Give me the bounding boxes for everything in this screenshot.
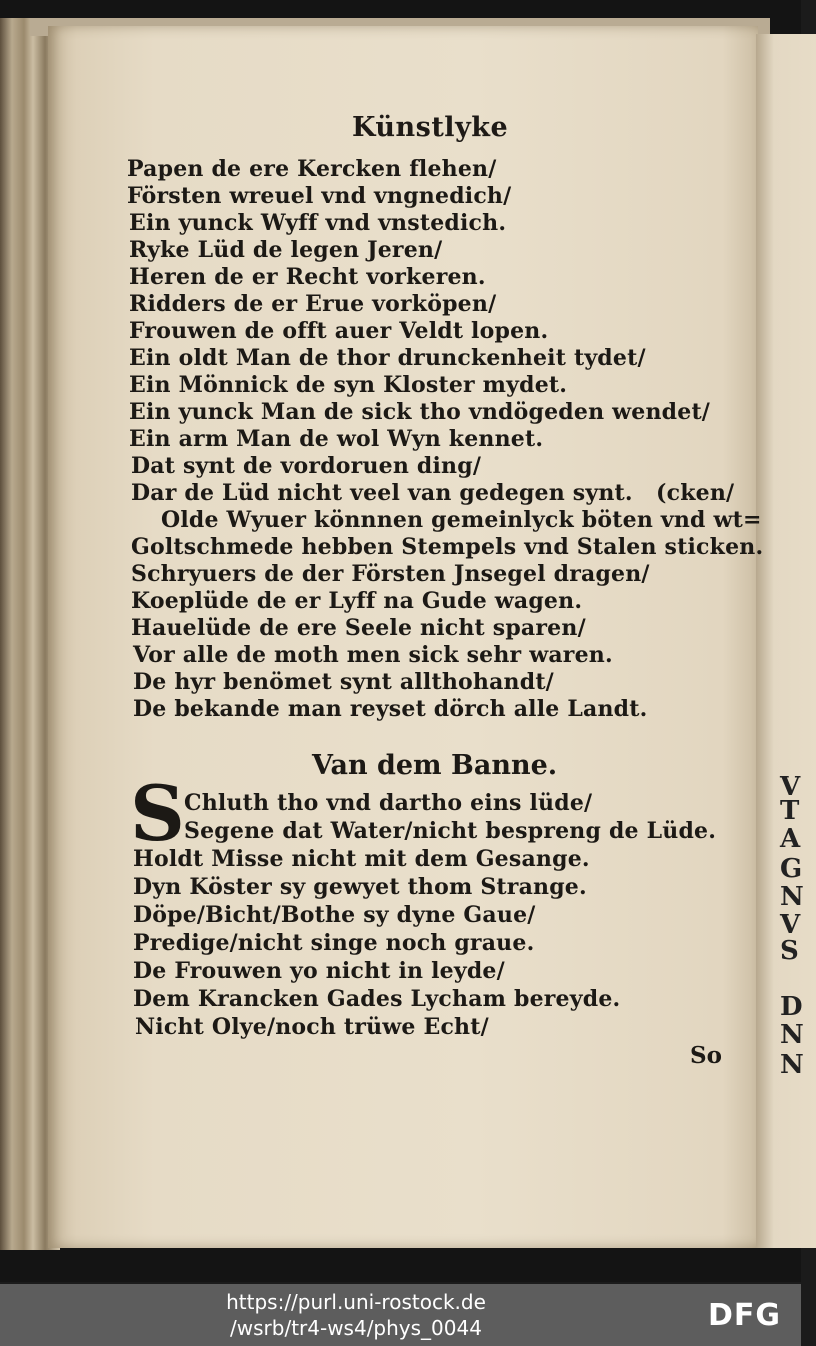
dfg-logo: DFG [708,1298,782,1333]
text-line: Heren de er Recht vorkeren. [129,264,486,290]
text-line: Schryuers de der Försten Jnsegel dragen/ [131,561,650,587]
text-line: Döpe/Bicht/Bothe sy dyne Gaue/ [133,902,536,928]
permalink-line-2[interactable]: /wsrb/tr4-ws4/phys_0044 [230,1316,482,1340]
text-line: Dar de Lüd nicht veel van gedegen synt. [131,480,633,506]
next-page-fragment: G [780,854,803,884]
next-page-fragment: D [780,992,803,1022]
next-page-fragment: V [780,910,801,940]
running-head: Künstlyke [352,112,509,143]
text-line: Dyn Köster sy gewyet thom Strange. [133,874,587,900]
text-line: Segene dat Water/nicht bespreng de Lüde. [184,818,717,844]
text-line: Olde Wyuer könnnen gemeinlyck böten vnd wt= [161,507,762,533]
text-line: Ridders de er Erue vorköpen/ [129,291,497,317]
next-page-fragment: A [780,824,801,854]
text-line: Nicht Olye/noch trüwe Echt/ [135,1014,489,1040]
text-line: De bekande man reyset dörch alle Landt. [133,696,648,722]
next-page-fragment: T [780,796,800,826]
text-line: Vor alle de moth men sick sehr waren. [133,642,613,668]
text-line: Ein yunck Wyff vnd vnstedich. [129,210,507,236]
text-line: Ein arm Man de wol Wyn kennet. [129,426,544,452]
permalink-line-1[interactable]: https://purl.uni-rostock.de [226,1290,486,1314]
catchword: So [690,1042,722,1069]
next-page-fragment: N [780,1020,804,1050]
text-line: Dem Krancken Gades Lycham bereyde. [133,986,621,1012]
footer-bar [0,1284,801,1346]
text-line: Ryke Lüd de legen Jeren/ [129,237,443,263]
text-line: Koeplüde de er Lyff na Gude wagen. [131,588,583,614]
text-line: Dat synt de vordoruen ding/ [131,453,482,479]
next-page-fragment: N [780,882,804,912]
text-line: De hyr benömet synt allthohandt/ [133,669,554,695]
text-line: De Frouwen yo nicht in leyde/ [133,958,505,984]
text-line: Försten wreuel vnd vngnedich/ [127,183,512,209]
text-line: Predige/nicht singe noch graue. [133,930,535,956]
text-line: Ein Mönnick de syn Kloster mydet. [129,372,568,398]
next-page-fragment: N [780,1050,804,1080]
text-line: Holdt Misse nicht mit dem Gesange. [133,846,590,872]
text-line: Chluth tho vnd dartho eins lüde/ [184,790,593,816]
text-line: Ein yunck Man de sick tho vndögeden wendet/ [129,399,711,425]
text-line: Goltschmede hebben Stempels vnd Stalen sticken. [131,534,764,560]
drop-capital: S [130,769,185,858]
text-line: Papen de ere Kercken flehen/ [127,156,497,182]
section-title: Van dem Banne. [312,750,558,781]
text-line: Frouwen de offt auer Veldt lopen. [129,318,549,344]
text-line: Ein oldt Man de thor drunckenheit tydet/ [129,345,646,371]
next-page-fragment: V [780,772,801,802]
turnover-fragment: (cken/ [656,480,735,506]
text-line: Hauelüde de ere Seele nicht sparen/ [131,615,586,641]
next-page-fragment: S [780,936,799,966]
